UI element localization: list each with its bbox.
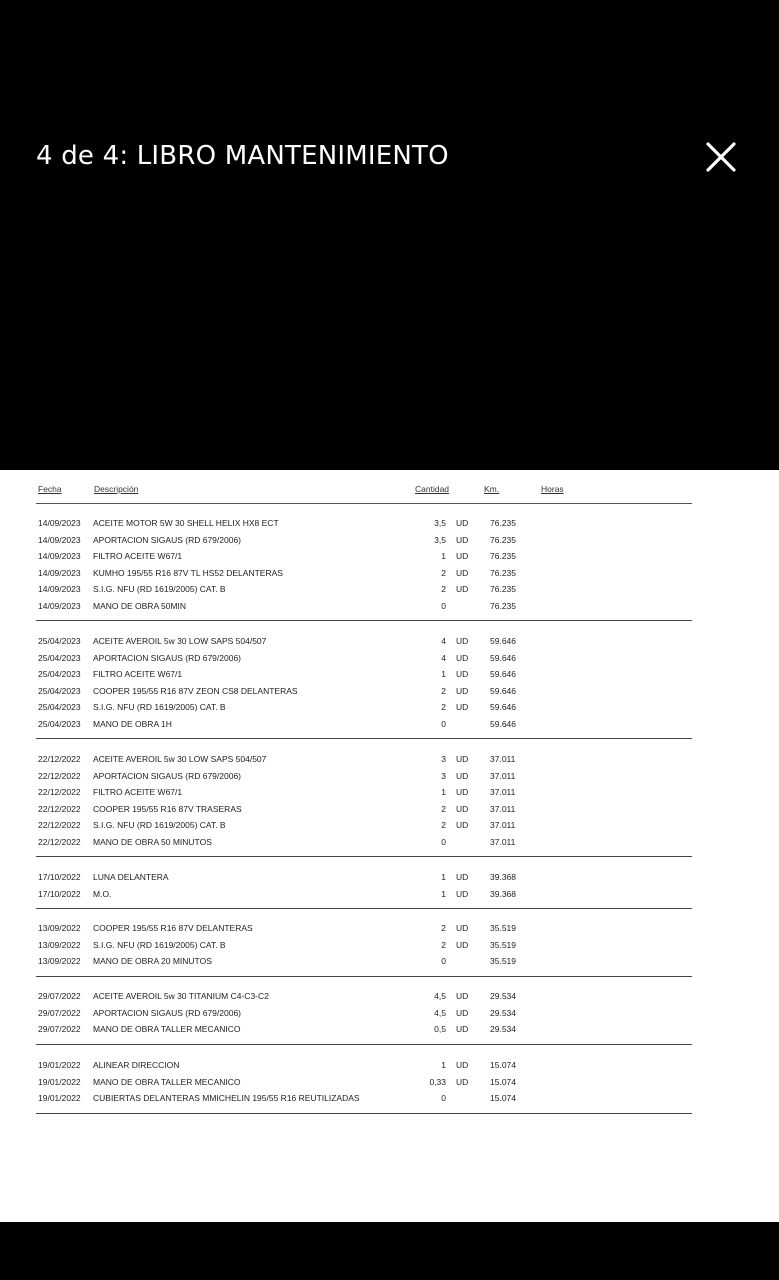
table-row <box>0 837 779 853</box>
table-row <box>0 872 779 888</box>
entry-unit: UD <box>456 551 469 561</box>
entry-km: 15.074 <box>490 1076 516 1087</box>
entry-quantity: 0 <box>441 836 446 847</box>
table-row <box>0 923 779 939</box>
table-row <box>0 669 779 685</box>
entry-date: 14/09/2023 <box>38 518 81 528</box>
entry-description: CUBIERTAS DELANTERAS MMICHELIN 195/55 R16 REUTILIZADAS <box>93 1093 360 1103</box>
entry-description: APORTACION SIGAUS (RD 679/2006) <box>93 1007 242 1018</box>
entry-description: MANO DE OBRA 1H <box>93 718 172 729</box>
entry-date: 25/04/2023 <box>38 718 81 729</box>
viewer-footer <box>0 1222 779 1280</box>
entry-description: S.I.G. NFU (RD 1619/2005) CAT. B <box>93 702 226 712</box>
group-divider <box>36 976 692 977</box>
entry-unit: UD <box>456 685 469 696</box>
entry-date: 22/12/2022 <box>38 787 81 797</box>
entry-km: 29.534 <box>490 1024 516 1034</box>
entry-date: 19/01/2022 <box>38 1060 81 1070</box>
entry-km: 35.519 <box>490 939 516 950</box>
table-row <box>0 535 779 551</box>
entry-description: APORTACION SIGAUS (RD 679/2006) <box>93 770 242 781</box>
entry-date: 19/01/2022 <box>38 1093 81 1103</box>
table-row <box>0 889 779 905</box>
entry-description: MANO DE OBRA 20 MINUTOS <box>93 956 212 966</box>
entry-description: FILTRO ACEITE W67/1 <box>93 551 183 561</box>
entry-date: 29/07/2022 <box>38 1007 81 1018</box>
entry-km: 76.235 <box>490 534 516 545</box>
group-divider <box>36 738 692 739</box>
entry-description: FILTRO ACEITE W67/1 <box>93 787 183 797</box>
entry-km: 76.235 <box>490 600 516 611</box>
table-row <box>0 820 779 836</box>
entry-quantity: 1 <box>441 787 446 797</box>
entry-km: 15.074 <box>490 1093 516 1103</box>
entry-km: 37.011 <box>490 803 516 814</box>
entry-unit: UD <box>456 923 469 933</box>
entry-quantity: 2 <box>441 702 446 712</box>
entry-unit: UD <box>456 702 469 712</box>
entry-quantity: 2 <box>441 923 446 933</box>
entry-unit: UD <box>456 803 469 814</box>
table-row <box>0 771 779 787</box>
entry-km: 29.534 <box>490 1007 516 1018</box>
entry-date: 17/10/2022 <box>38 888 81 899</box>
table-row <box>0 719 779 735</box>
entry-km: 76.235 <box>490 551 516 561</box>
entry-description: ACEITE AVEROIL 5w 30 TITANIUM C4-C3-C2 <box>93 991 269 1001</box>
entry-unit: UD <box>456 1076 469 1087</box>
entry-unit: UD <box>456 567 469 578</box>
entry-description: COOPER 195/55 R16 87V TRASERAS <box>93 803 242 814</box>
entry-km: 37.011 <box>490 787 516 797</box>
table-row <box>0 1008 779 1024</box>
entry-km: 59.646 <box>490 685 516 696</box>
entry-description: APORTACION SIGAUS (RD 679/2006) <box>93 534 242 545</box>
table-row <box>0 584 779 600</box>
entry-unit: UD <box>456 669 469 679</box>
close-button[interactable] <box>700 137 742 179</box>
entry-unit: UD <box>456 888 469 899</box>
entry-description: ACEITE AVEROIL 5w 30 LOW SAPS 504/507 <box>93 754 267 764</box>
table-row <box>0 1024 779 1040</box>
entry-date: 25/04/2023 <box>38 669 81 679</box>
entry-date: 25/04/2023 <box>38 652 81 663</box>
group-divider <box>36 620 692 621</box>
group-divider <box>36 908 692 909</box>
entry-unit: UD <box>456 939 469 950</box>
entry-description: COOPER 195/55 R16 87V ZEON CS8 DELANTERAS <box>93 685 298 696</box>
table-row <box>0 702 779 718</box>
table-row <box>0 1060 779 1076</box>
group-divider <box>36 856 692 857</box>
entry-quantity: 3,5 <box>434 518 446 528</box>
entry-date: 17/10/2022 <box>38 872 81 882</box>
entry-quantity: 4 <box>441 636 446 646</box>
entry-km: 39.368 <box>490 872 516 882</box>
entry-description: APORTACION SIGAUS (RD 679/2006) <box>93 652 242 663</box>
entry-unit: UD <box>456 754 469 764</box>
entry-quantity: 3,5 <box>434 534 446 545</box>
entry-unit: UD <box>456 1024 469 1034</box>
entry-unit: UD <box>456 820 469 830</box>
table-row <box>0 940 779 956</box>
entry-quantity: 0 <box>441 956 446 966</box>
entry-quantity: 1 <box>441 669 446 679</box>
entry-description: LUNA DELANTERA <box>93 872 169 882</box>
entry-quantity: 3 <box>441 754 446 764</box>
close-icon <box>700 137 742 179</box>
entry-km: 15.074 <box>490 1060 516 1070</box>
entry-date: 22/12/2022 <box>38 820 81 830</box>
document-page <box>0 470 779 1222</box>
entry-description: FILTRO ACEITE W67/1 <box>93 669 183 679</box>
entry-date: 25/04/2023 <box>38 702 81 712</box>
table-row <box>0 1077 779 1093</box>
entry-description: M.O. <box>93 888 112 899</box>
entry-unit: UD <box>456 636 469 646</box>
header-rule <box>36 503 692 504</box>
entry-date: 19/01/2022 <box>38 1076 81 1087</box>
entry-description: ALINEAR DIRECCION <box>93 1060 180 1070</box>
entry-km: 76.235 <box>490 584 516 594</box>
column-header-km: Km. <box>484 484 500 494</box>
entry-description: MANO DE OBRA 50 MINUTOS <box>93 836 212 847</box>
table-row <box>0 518 779 534</box>
table-row <box>0 991 779 1007</box>
entry-unit: UD <box>456 534 469 545</box>
entry-date: 25/04/2023 <box>38 636 81 646</box>
entry-km: 37.011 <box>490 754 516 764</box>
entry-quantity: 2 <box>441 685 446 696</box>
entry-km: 29.534 <box>490 991 516 1001</box>
entry-description: COOPER 195/55 R16 87V DELANTERAS <box>93 923 253 933</box>
table-row <box>0 956 779 972</box>
entry-date: 29/07/2022 <box>38 1024 81 1034</box>
column-header-cantidad: Cantidad <box>415 484 450 494</box>
column-header-horas: Horas <box>541 484 564 494</box>
entry-date: 22/12/2022 <box>38 770 81 781</box>
table-row <box>0 636 779 652</box>
entry-km: 39.368 <box>490 888 516 899</box>
entry-description: S.I.G. NFU (RD 1619/2005) CAT. B <box>93 584 226 594</box>
entry-description: KUMHO 195/55 R16 87V TL HS52 DELANTERAS <box>93 567 283 578</box>
group-divider <box>36 1044 692 1045</box>
entry-quantity: 0,5 <box>434 1024 446 1034</box>
entry-date: 14/09/2023 <box>38 600 81 611</box>
entry-date: 14/09/2023 <box>38 551 81 561</box>
entry-description: MANO DE OBRA TALLER MECANICO <box>93 1024 241 1034</box>
entry-quantity: 4,5 <box>434 1007 446 1018</box>
entry-quantity: 2 <box>441 803 446 814</box>
entry-date: 25/04/2023 <box>38 685 81 696</box>
entry-km: 59.646 <box>490 718 516 729</box>
entry-quantity: 2 <box>441 567 446 578</box>
entry-km: 59.646 <box>490 669 516 679</box>
entry-date: 13/09/2022 <box>38 923 81 933</box>
entry-unit: UD <box>456 770 469 781</box>
entry-description: MANO DE OBRA TALLER MECANICO <box>93 1076 241 1087</box>
entry-km: 76.235 <box>490 518 516 528</box>
entry-unit: UD <box>456 872 469 882</box>
table-row <box>0 686 779 702</box>
table-row <box>0 601 779 617</box>
viewer-header <box>0 0 779 470</box>
entry-quantity: 1 <box>441 551 446 561</box>
entry-quantity: 4 <box>441 652 446 663</box>
entry-date: 22/12/2022 <box>38 836 81 847</box>
entry-quantity: 4,5 <box>434 991 446 1001</box>
entry-quantity: 1 <box>441 888 446 899</box>
entry-quantity: 1 <box>441 1060 446 1070</box>
column-header-fecha: Fecha <box>38 484 62 494</box>
entry-quantity: 0 <box>441 600 446 611</box>
entry-date: 13/09/2022 <box>38 956 81 966</box>
entry-description: MANO DE OBRA 50MIN <box>93 600 187 611</box>
entry-unit: UD <box>456 1060 469 1070</box>
table-row <box>0 787 779 803</box>
entry-quantity: 2 <box>441 584 446 594</box>
entry-unit: UD <box>456 787 469 797</box>
table-row <box>0 804 779 820</box>
entry-description: S.I.G. NFU (RD 1619/2005) CAT. B <box>93 820 226 830</box>
entry-description: ACEITE MOTOR 5W 30 SHELL HELIX HX8 ECT <box>93 518 279 528</box>
entry-unit: UD <box>456 584 469 594</box>
entry-unit: UD <box>456 652 469 663</box>
entry-quantity: 1 <box>441 872 446 882</box>
entry-date: 14/09/2023 <box>38 567 81 578</box>
entry-km: 35.519 <box>490 956 516 966</box>
table-row <box>0 754 779 770</box>
entry-km: 35.519 <box>490 923 516 933</box>
entry-km: 37.011 <box>490 836 516 847</box>
table-row <box>0 653 779 669</box>
entry-quantity: 3 <box>441 770 446 781</box>
group-divider <box>36 1113 692 1114</box>
entry-km: 59.646 <box>490 636 516 646</box>
entry-date: 22/12/2022 <box>38 754 81 764</box>
entry-date: 14/09/2023 <box>38 584 81 594</box>
entry-km: 37.011 <box>490 820 516 830</box>
table-row <box>0 1093 779 1109</box>
entry-description: ACEITE AVEROIL 5w 30 LOW SAPS 504/507 <box>93 636 267 646</box>
entry-km: 76.235 <box>490 567 516 578</box>
entry-date: 22/12/2022 <box>38 803 81 814</box>
entry-quantity: 0 <box>441 1093 446 1103</box>
entry-km: 37.011 <box>490 770 516 781</box>
entry-unit: UD <box>456 1007 469 1018</box>
column-header-descripcion: Descripción <box>94 484 139 494</box>
entry-date: 29/07/2022 <box>38 991 81 1001</box>
entry-quantity: 0,33 <box>429 1076 446 1087</box>
entry-quantity: 2 <box>441 939 446 950</box>
entry-km: 59.646 <box>490 652 516 663</box>
entry-description: S.I.G. NFU (RD 1619/2005) CAT. B <box>93 939 226 950</box>
entry-km: 59.646 <box>490 702 516 712</box>
entry-date: 13/09/2022 <box>38 939 81 950</box>
entry-quantity: 0 <box>441 718 446 729</box>
table-row <box>0 551 779 567</box>
entry-unit: UD <box>456 991 469 1001</box>
entry-unit: UD <box>456 518 469 528</box>
entry-quantity: 2 <box>441 820 446 830</box>
entry-date: 14/09/2023 <box>38 534 81 545</box>
viewer-title: 4 de 4: LIBRO MANTENIMIENTO <box>36 141 449 171</box>
table-row <box>0 568 779 584</box>
